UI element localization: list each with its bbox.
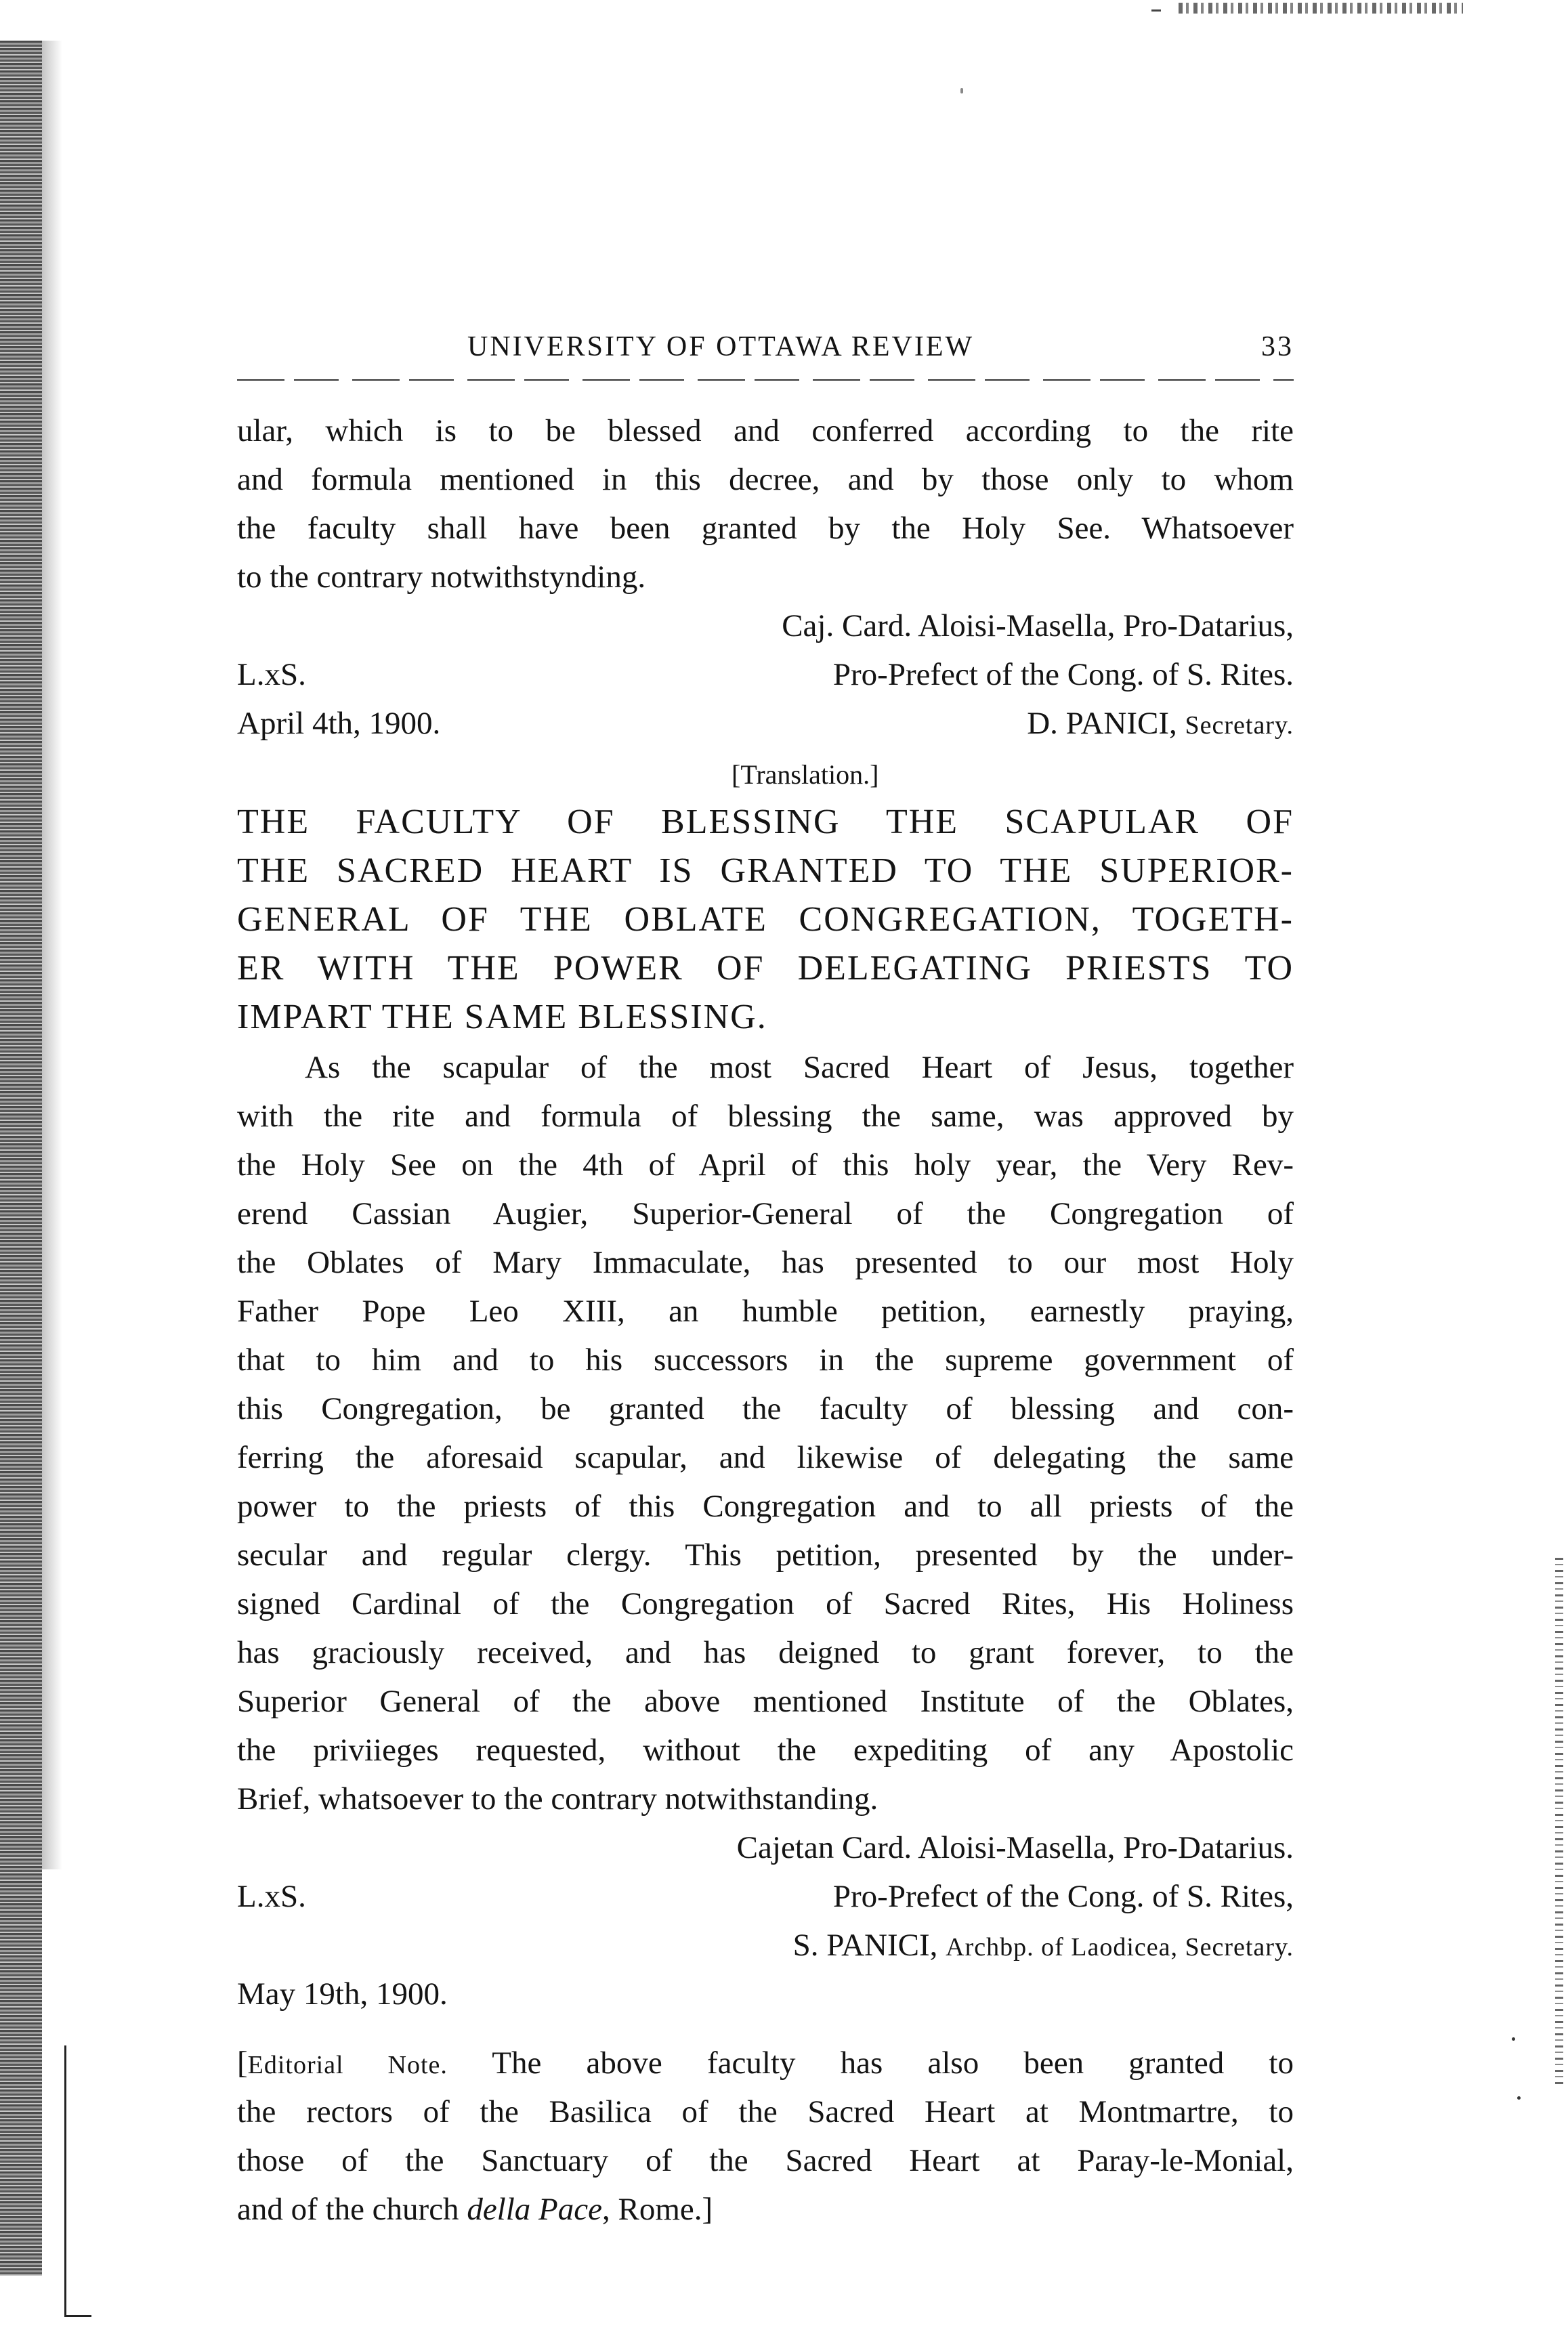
note-text: , Rome.]: [601, 2192, 713, 2227]
secretary-title: Archbp. of Laodicea, Secretary.: [946, 1933, 1294, 1961]
editorial-note-line: [237, 2039, 1294, 2089]
note-open-bracket: [: [237, 2045, 248, 2081]
signature-signer: Caj. Card. Aloisi-Masella, Pro-Datarius,: [782, 608, 1294, 643]
secretary-name: S. PANICI,: [792, 1928, 938, 1963]
seal-mark: L.xS.: [237, 1879, 306, 1914]
body-line: erend Cassian Augier, Superior-General of the Congregation of: [237, 1196, 1294, 1231]
section-heading-line: THE FACULTY OF BLESSING THE SCAPULAR OF: [237, 803, 1294, 841]
scan-speck: [1517, 2096, 1521, 2100]
decree-line: and formula mentioned in this decree, and by those only to whom: [237, 462, 1294, 497]
scan-speck: [960, 88, 963, 93]
decree-line: ular, which is to be blessed and conferred according to the rite: [237, 413, 1294, 448]
signature-secretary: [793, 1921, 1294, 1972]
note-text: and of the church: [237, 2192, 467, 2227]
translation-label: [Translation.]: [732, 759, 879, 790]
section-heading-line: IMPART THE SAME BLESSING.: [237, 998, 767, 1036]
running-header: [237, 331, 1294, 371]
body-line: that to him and to his successors in the supreme government of: [237, 1342, 1294, 1378]
body-line: power to the priests of this Congregation and to all priests of the: [237, 1489, 1294, 1524]
body-line: signed Cardinal of the Congregation of Sacred Rites, His Holiness: [237, 1586, 1294, 1621]
body-line: secular and regular clergy. This petition, presented by the under-: [237, 1537, 1294, 1573]
body-line: Superior General of the above mentioned Institute of the Oblates,: [237, 1684, 1294, 1719]
body-line: ferring the aforesaid scapular, and likewise of delegating the same: [237, 1440, 1294, 1475]
note-text: The above faculty has also been granted to: [492, 2045, 1294, 2081]
decree-line: the faculty shall have been granted by the Holy See. Whatsoever: [237, 511, 1294, 546]
section-heading-line: GENERAL OF THE OBLATE CONGREGATION, TOGETH-: [237, 900, 1294, 939]
church-name: della Pace: [467, 2192, 602, 2227]
section-heading-line: ER WITH THE POWER OF DELEGATING PRIESTS TO: [237, 949, 1294, 988]
body-line: this Congregation, be granted the faculty of blessing and con-: [237, 1391, 1294, 1426]
scan-binding-edge: [0, 41, 42, 2276]
signature-office: Pro-Prefect of the Cong. of S. Rites,: [832, 1879, 1294, 1914]
editorial-note-line: those of the Sanctuary of the Sacred Heart at Paray-le-Monial,: [237, 2143, 1294, 2178]
editorial-note-line: the rectors of the Basilica of the Sacred Heart at Montmartre, to: [237, 2094, 1294, 2129]
body-line: As the scapular of the most Sacred Heart of Jesus, together: [305, 1050, 1294, 1085]
decree-date: May 19th, 1900.: [237, 1976, 448, 2012]
secretary-title: Secretary.: [1185, 711, 1294, 740]
scan-corner-mark: [64, 2045, 66, 2316]
body-line: has graciously received, and has deigned to grant forever, to the: [237, 1635, 1294, 1670]
page-number: 33: [1261, 331, 1294, 362]
scan-shadow: [42, 41, 62, 1869]
scan-top-noise: [1179, 3, 1463, 14]
note-label: Editorial Note.: [247, 2051, 448, 2079]
decree-line: to the contrary notwithstynding.: [237, 559, 646, 595]
signature-signer: Cajetan Card. Aloisi-Masella, Pro-Datarius.: [736, 1830, 1294, 1865]
editorial-note-line: [237, 2185, 1294, 2234]
header-rule: [237, 379, 1294, 381]
body-line: Father Pope Leo XIII, an humble petition, earnestly praying,: [237, 1294, 1294, 1329]
body-line: the priviieges requested, without the expediting of any Apostolic: [237, 1733, 1294, 1768]
scan-corner-mark-foot: [64, 2315, 91, 2317]
body-line: the Holy See on the 4th of April of this holy year, the Very Rev-: [237, 1147, 1294, 1183]
section-heading-line: THE SACRED HEART IS GRANTED TO THE SUPERIOR-: [237, 851, 1294, 890]
scan-top-dash: [1151, 9, 1161, 12]
decree-date: April 4th, 1900.: [237, 706, 441, 741]
scan-speck: [1512, 2037, 1515, 2041]
secretary-name: D. PANICI,: [1027, 706, 1177, 741]
seal-mark: L.xS.: [237, 657, 306, 692]
body-line: with the rite and formula of blessing the same, was approved by: [237, 1099, 1294, 1134]
signature-secretary: [1027, 699, 1294, 750]
body-line: Brief, whatsoever to the contrary notwithstanding.: [237, 1781, 878, 1817]
scan-right-edge-noise: [1555, 1558, 1563, 2086]
signature-office: Pro-Prefect of the Cong. of S. Rites.: [832, 657, 1294, 692]
body-line: the Oblates of Mary Immaculate, has presented to our most Holy: [237, 1245, 1294, 1280]
journal-title: UNIVERSITY OF OTTAWA REVIEW: [467, 331, 975, 362]
